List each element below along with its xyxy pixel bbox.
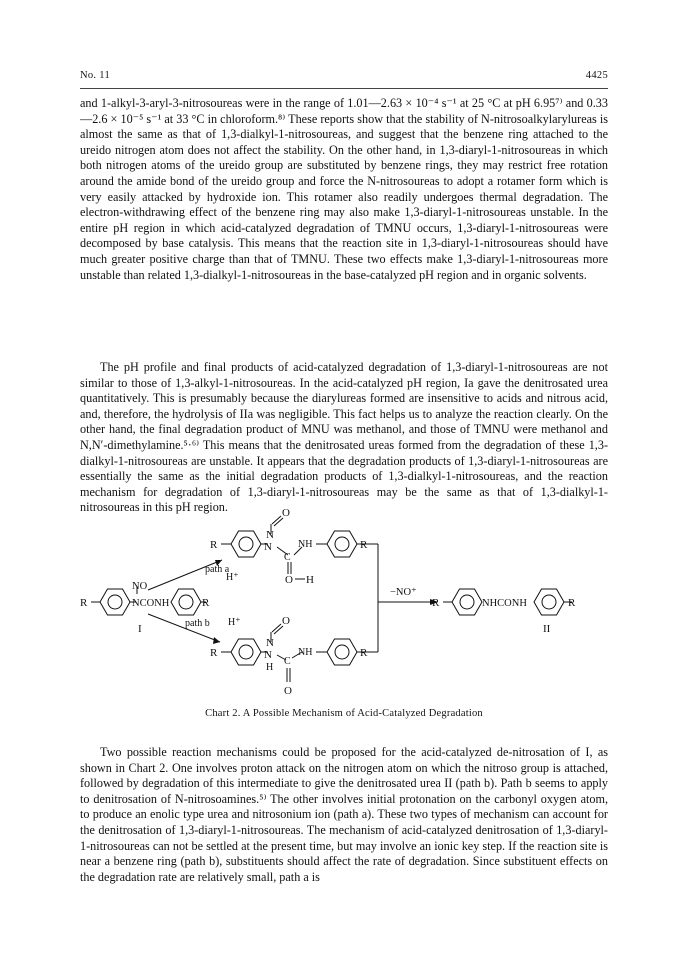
label-R: R xyxy=(360,647,368,659)
label-R: R xyxy=(210,539,218,551)
benzene-ring-upper-right xyxy=(327,531,357,557)
paragraph-1: and 1-alkyl-3-aryl-3-nitrosoureas were in the range of 1.01—2.63 × 10⁻⁴ s⁻¹ at 25 °C at pH 6.95⁷⁾ and 0.33—2.6 × 10⁻⁵ s⁻¹ at 33 °C in chloroform.⁸⁾ These reports show that the stability of N-nitrosoalkylarylureas is almost the same as that of 1,3-dialkyl-1-nitrosoureas, and suggest that the benzene ring attached to the ureido nitrogen atom does not affect the stability. On the other hand, in 1,3-diaryl-1-nitrosoureas in which both nitrogen atoms of the ureido group are substituted by benzene rings, they may restrict free rotation around the amide bond of the ureido group and force the N-nitrosoureas to adopt a rotamer form which is very easily attacked by hydroxide ion. This rotamer also readily undergoes thermal degradation. The electron-withdrawing effect of the benzene ring may also make 1,3-diaryl-1-nitrosoureas unstable. In the entire pH region in which acid-catalyzed degradation of TMNU occurs, 1,3-diaryl-1-nitrosoureas were decomposed by base catalysis. This means that the reaction site in 1,3-diaryl-1-nitrosoureas should have much greater positive charge than that of TMNU. These two effects make 1,3-diaryl-1-nitrosoureas more unstable than related 1,3-dialkyl-1-nitrosoureas in the base-catalyzed pH region and in organic solvents. xyxy=(80,96,608,282)
label-O: O xyxy=(284,685,292,697)
label-R: R xyxy=(568,597,576,609)
label-N: N xyxy=(266,529,274,541)
benzene-ring-lower-right xyxy=(327,639,357,665)
benzene-ring-I-right xyxy=(171,589,201,615)
label-NO: NO xyxy=(132,581,148,592)
benzene-ring-lower-left xyxy=(231,639,261,665)
benzene-ring-upper-left xyxy=(231,531,261,557)
label-N-plus: N xyxy=(264,541,272,553)
header-rule xyxy=(80,88,608,89)
journal-issue: No. 11 xyxy=(80,70,110,81)
benzene-ring-II-left xyxy=(452,589,482,615)
paragraph-3: Two possible reaction mechanisms could be proposed for the acid-catalyzed de-nitrosation of I, as shown in Chart 2. One involves proton attack on the nitrogen atom on which the nitroso group is attached, followed by degradation of this intermediate to give the denitrosated urea II (path b). Path b seems to apply to denitrosation of N-nitrosoamines.⁵⁾ The other involves initial protonation on the carbonyl oxygen atom, to produce an enolic type urea and nitrosonium ion (path a). These two types of mechanism can account for the denitrosation of 1,3-diaryl-1-nitrosoureas. The mechanism of acid-catalyzed denitrosation of 1,3-diaryl-1-nitrosoureas can not be settled at the present time, but may involve an ionic key step. If the reaction site is near a benzene ring (path b), substituents should affect the rate of degradation. Since substituent effects on the degradation rate are relatively small, path a is xyxy=(80,745,608,884)
label-C: C xyxy=(284,552,291,563)
reaction-scheme-svg xyxy=(80,502,608,702)
label-H-plus: H⁺ xyxy=(228,617,241,628)
label-R: R xyxy=(432,597,440,609)
label-compound-II: II xyxy=(543,623,551,635)
label-N: N xyxy=(266,637,274,649)
chart-caption: Chart 2. A Possible Mechanism of Acid-Catalyzed Degradation xyxy=(205,708,483,719)
label-NHCONH: NHCONH xyxy=(482,598,527,609)
label-R: R xyxy=(210,647,218,659)
aromatic-circle xyxy=(335,537,349,551)
label-path-a: path a xyxy=(205,564,230,575)
aromatic-circle xyxy=(239,537,253,551)
label-H: H xyxy=(266,662,274,673)
reaction-scheme xyxy=(80,502,608,702)
benzene-ring-II-right xyxy=(534,589,564,615)
label-O: O xyxy=(282,615,290,627)
label-compound-I: I xyxy=(138,623,142,635)
label-path-b: path b xyxy=(185,618,210,629)
label-C: C xyxy=(284,656,291,667)
label-H-plus: H⁺ xyxy=(226,572,239,583)
label-R: R xyxy=(202,597,210,609)
label-O: O xyxy=(282,507,290,519)
label-R: R xyxy=(360,539,368,551)
running-header xyxy=(80,70,608,86)
benzene-ring-I-left xyxy=(100,589,130,615)
label-NCONH: NCONH xyxy=(132,598,170,609)
label-NH: NH xyxy=(298,539,313,550)
label-NH: NH xyxy=(298,647,313,658)
label-R: R xyxy=(80,597,88,609)
paragraph-2: The pH profile and final products of acid-catalyzed degradation of 1,3-diaryl-1-nitrosoureas are not similar to those of 1,3-alkyl-1-nitrosoureas. In the acid-catalyzed pH region, Ia gave the denitrosated urea quantitatively. This is presumably because the diarylureas formed are insensitive to acids and nitrous acid, and, therefore, the hydrolysis of IIa was negligible. This fact helps us to analyze the reaction clearly. On the other hand, the final degradation product of MNU was methanol, and those of TMNU were methanol and N,N′-dimethylamine.⁵·⁶⁾ This means that the denitrosated ureas formed from the degradation of these 1,3-dialkyl-1-nitrosoureas are unstable. It appears that the degradation products of 1,3-diaryl-1-nitrosoureas are essentially the same as the initial degradation products of 1,3-dialkyl-1-nitrosoureas, and the reaction mechanism for degradation of 1,3-diaryl-1-nitrosoureas may be the same as that of 1,3-dialkyl-1-nitrosoureas in this pH region. xyxy=(80,360,608,515)
label-O: O xyxy=(285,574,293,586)
page-number: 4425 xyxy=(585,70,608,81)
label-minus-NO-plus: −NO⁺ xyxy=(390,587,417,598)
label-N-plus: N xyxy=(264,649,272,661)
label-H: H xyxy=(306,574,314,586)
